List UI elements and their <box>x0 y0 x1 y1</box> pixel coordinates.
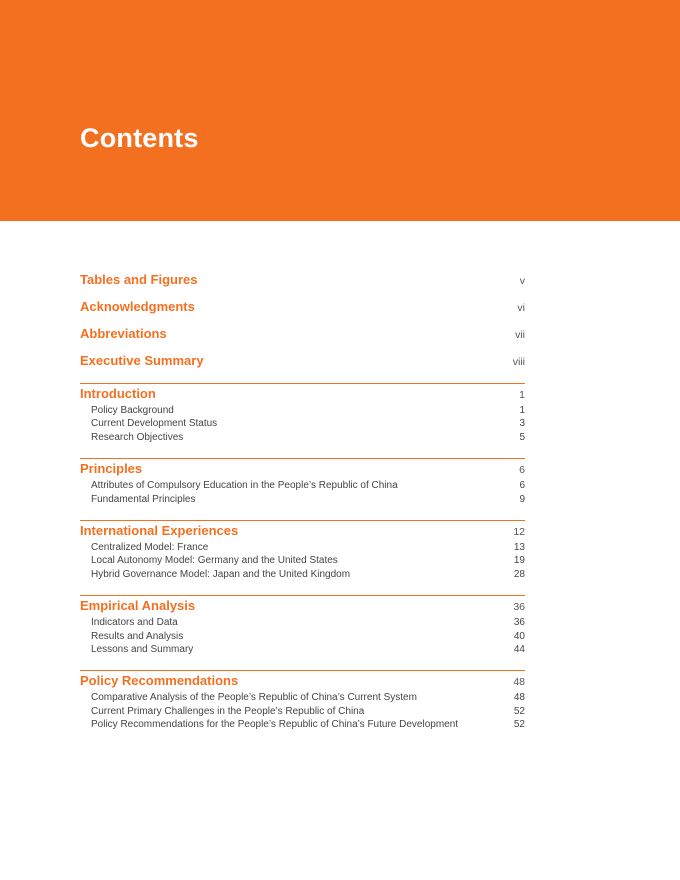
toc-entry-title: Abbreviations <box>80 326 167 341</box>
toc-section-heading[interactable] <box>80 522 525 541</box>
toc-subentry-title: Comparative Analysis of the People’s Republic of China’s Current System <box>91 692 417 704</box>
toc-subentry[interactable] <box>80 643 525 656</box>
toc-subentry-page: 48 <box>513 692 525 704</box>
toc-section <box>80 670 525 731</box>
toc-entry-page: vii <box>515 329 525 341</box>
toc-subentry-title: Policy Recommendations for the People’s Republic of China’s Future Development <box>91 719 459 731</box>
toc-subentry-title: Indicators and Data <box>91 617 178 629</box>
toc-subentry[interactable] <box>80 630 525 643</box>
toc-subentry-title: Current Development Status <box>91 418 218 430</box>
toc-entry-title: Executive Summary <box>80 353 204 368</box>
toc-subentry[interactable] <box>80 705 525 718</box>
toc-subentry-title: Lessons and Summary <box>91 644 194 656</box>
page-title: Contents <box>80 123 199 153</box>
toc-subentry-title: Results and Analysis <box>91 630 184 642</box>
toc-subentry[interactable] <box>80 404 525 417</box>
toc-section-page: 48 <box>513 676 525 689</box>
toc-subentry-title: Attributes of Compulsory Education in the People’s Republic of China <box>91 480 398 492</box>
toc-subentry-page: 28 <box>513 568 525 580</box>
toc-entry-title: Acknowledgments <box>80 299 195 314</box>
toc-subentry[interactable] <box>80 718 525 731</box>
toc-section-page: 12 <box>513 526 525 539</box>
toc-subentry-page: 6 <box>519 480 525 492</box>
toc-subentry[interactable] <box>80 417 525 430</box>
toc-section <box>80 595 525 656</box>
toc-subentry-page: 1 <box>519 405 525 416</box>
toc-subentry-page: 52 <box>513 719 525 731</box>
toc-section-heading[interactable] <box>80 597 525 616</box>
toc-section <box>80 458 525 506</box>
toc-entry-page: vi <box>517 302 525 314</box>
toc-subentry[interactable] <box>80 568 525 581</box>
toc-subentry[interactable] <box>80 541 525 554</box>
toc-entry-page: v <box>519 275 525 287</box>
toc-section-heading[interactable] <box>80 672 525 691</box>
toc-entry[interactable] <box>80 350 525 377</box>
toc-section <box>80 383 525 444</box>
toc-section-title: Empirical Analysis <box>80 598 196 614</box>
toc-subentry-title: Policy Background <box>91 405 174 416</box>
toc-section-title: Introduction <box>80 386 156 401</box>
toc-section-page: 36 <box>513 601 525 614</box>
toc-section <box>80 520 525 581</box>
toc-subentry-page: 44 <box>513 644 525 656</box>
toc-subentry-title: Research Objectives <box>91 431 184 443</box>
toc-entry[interactable] <box>80 323 525 350</box>
toc-subentry-page: 3 <box>519 418 525 430</box>
toc-section-page: 1 <box>519 389 525 401</box>
toc-subentry-title: Hybrid Governance Model: Japan and the United Kingdom <box>91 568 351 580</box>
toc-subentry[interactable] <box>80 431 525 444</box>
toc-section-heading[interactable] <box>80 385 525 404</box>
toc-section-title: Policy Recommendations <box>80 673 239 689</box>
toc-section-heading[interactable] <box>80 460 525 479</box>
toc-subentry-title: Current Primary Challenges in the People’s Republic of China <box>91 705 365 717</box>
table-of-contents <box>80 269 525 732</box>
toc-subentry-page: 52 <box>513 705 525 717</box>
toc-subentry-title: Local Autonomy Model: Germany and the United States <box>91 555 338 567</box>
toc-subentry[interactable] <box>80 479 525 492</box>
header-banner <box>0 0 680 221</box>
toc-subentry-page: 36 <box>513 617 525 629</box>
toc-entry-title: Tables and Figures <box>80 272 198 287</box>
toc-subentry-title: Centralized Model: France <box>91 542 209 554</box>
toc-subentry-page: 40 <box>513 630 525 642</box>
toc-subentry-page: 9 <box>519 493 525 505</box>
toc-subentry-page: 13 <box>513 542 525 554</box>
toc-subentry[interactable] <box>80 554 525 567</box>
toc-subentry[interactable] <box>80 493 525 506</box>
toc-section-title: International Experiences <box>80 523 239 539</box>
toc-subentry-title: Fundamental Principles <box>91 493 196 505</box>
toc-entry-page: viii <box>512 356 525 368</box>
toc-subentry[interactable] <box>80 691 525 704</box>
toc-subentry[interactable] <box>80 616 525 629</box>
toc-section-page: 6 <box>519 464 525 477</box>
toc-section-title: Principles <box>80 461 143 477</box>
toc-entry[interactable] <box>80 269 525 296</box>
toc-subentry-page: 19 <box>513 555 525 567</box>
toc-subentry-page: 5 <box>519 431 525 443</box>
toc-entry[interactable] <box>80 296 525 323</box>
